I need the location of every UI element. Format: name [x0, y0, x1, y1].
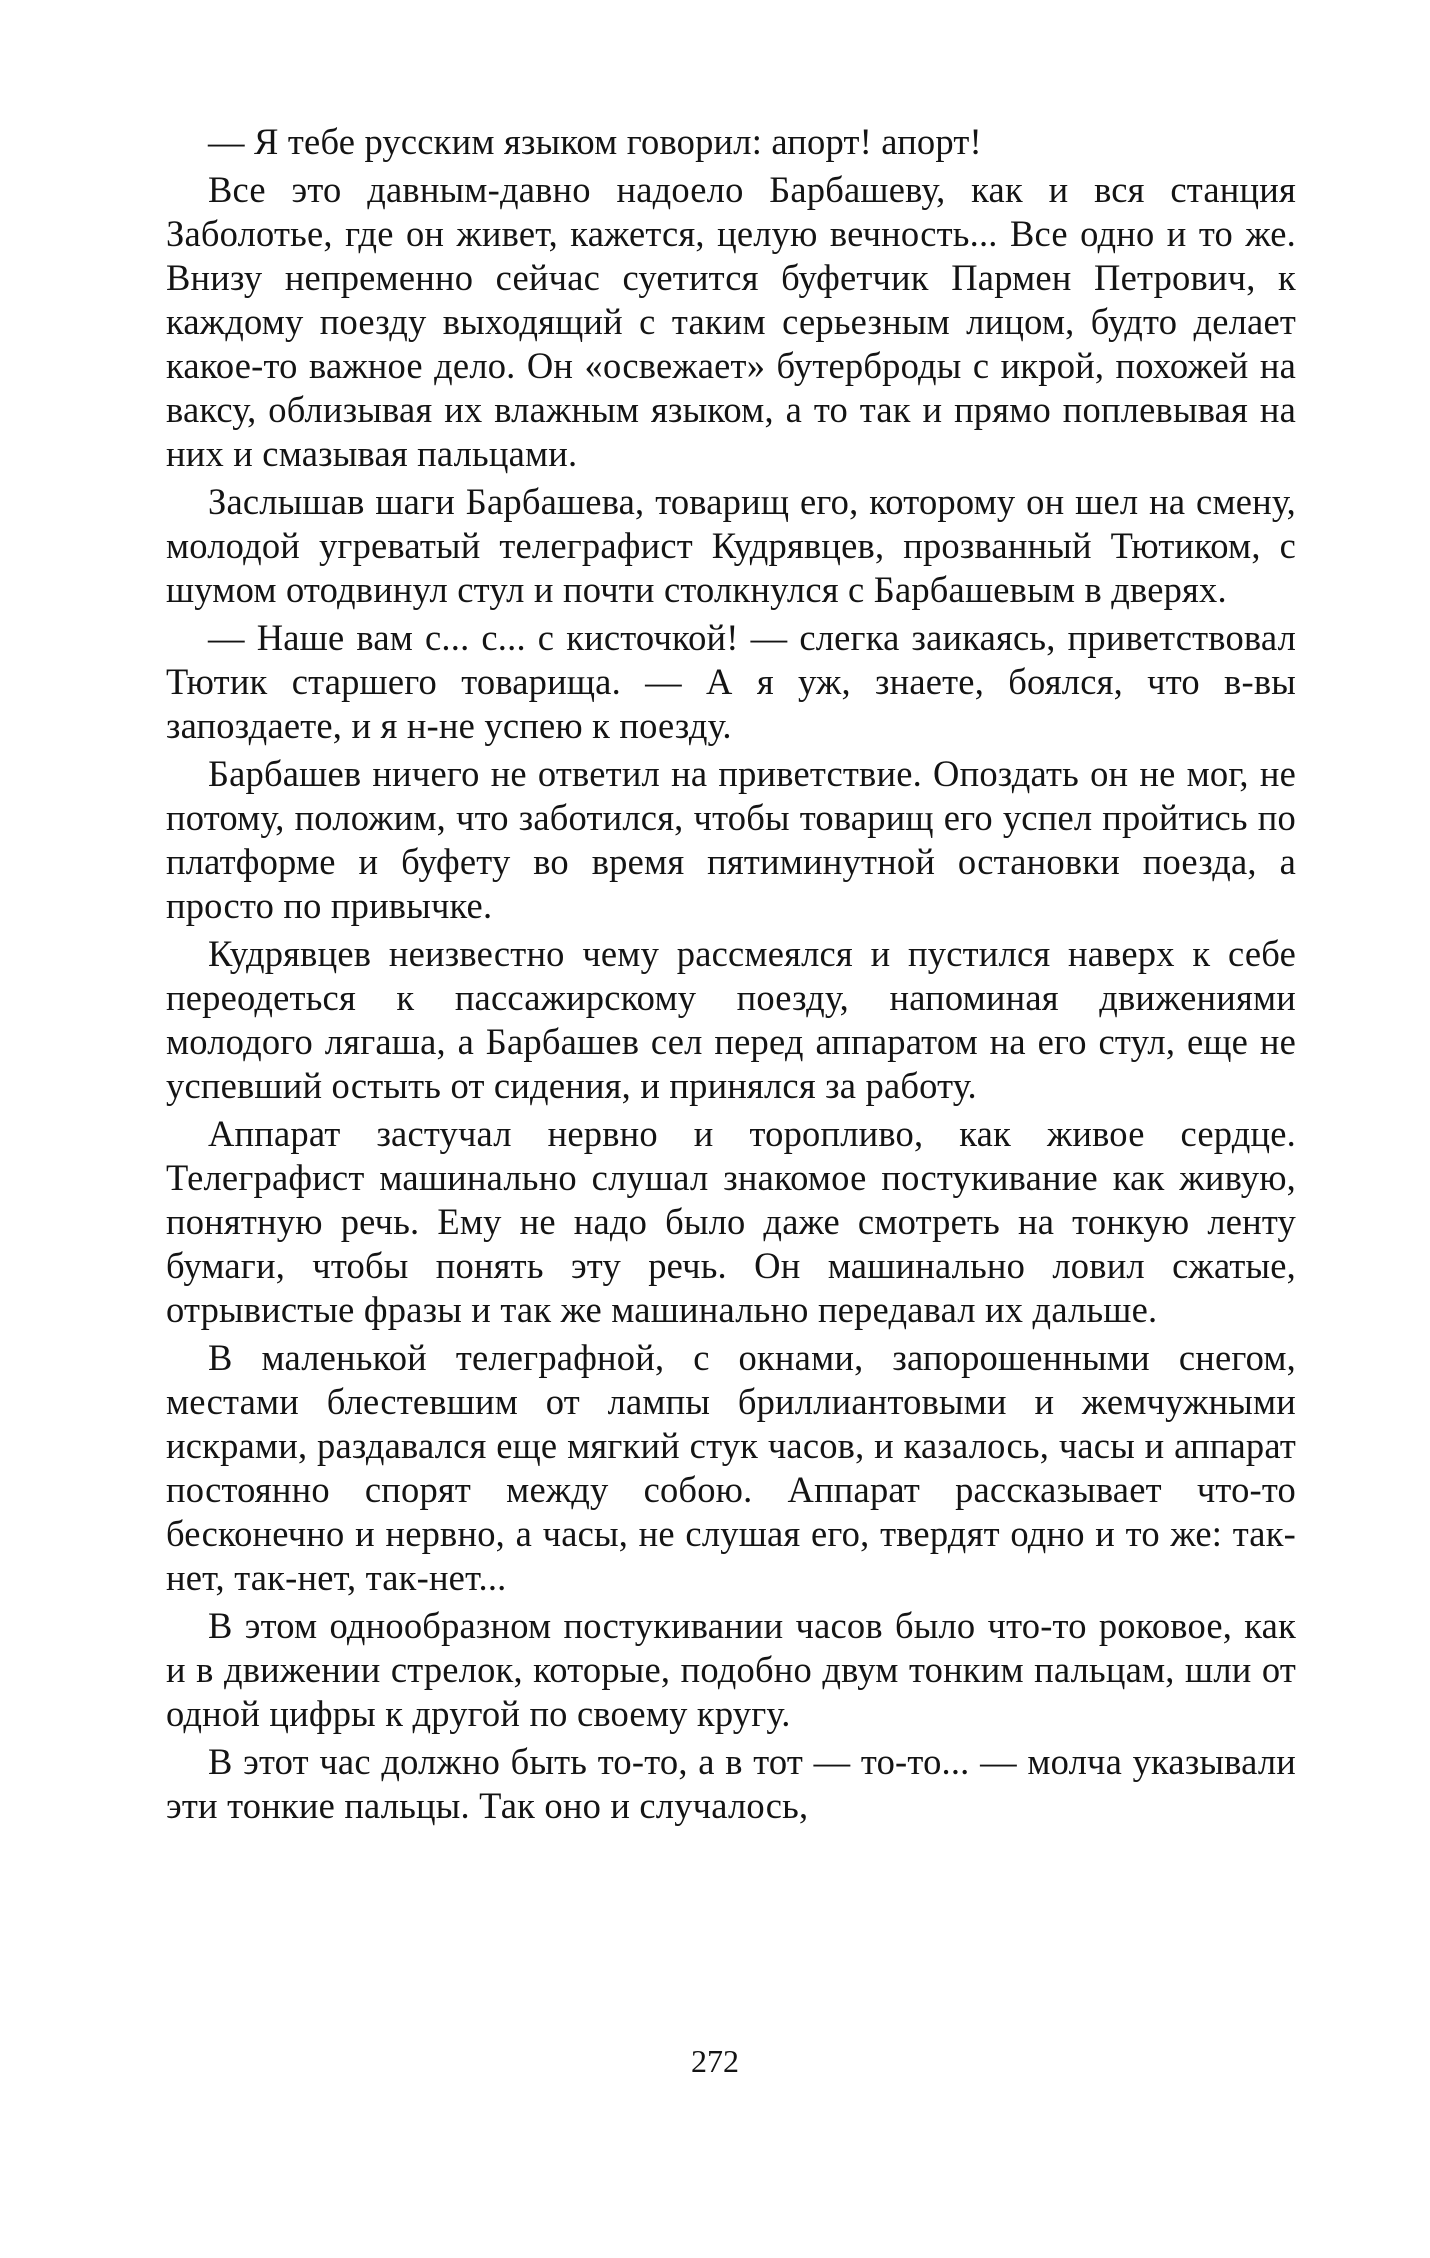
- page-text: [166, 120, 1296, 1832]
- paragraph-9: В этом однообразном постукивании часов было что-то роковое, как и в движении стрелок, которые, подобно двум тонким пальцам, шли от одной цифры к другой по своему кругу.: [166, 1605, 1296, 1734]
- paragraph-6: Кудрявцев неизвестно чему рассмеялся и пустился наверх к себе переодеться к пассажирскому поезду, напоминая движениями молодого лягаша, а Барбашев сел перед аппаратом на его стул, еще не успевший остыть от сидения, и принялся за работу.: [166, 933, 1296, 1106]
- paragraph-4: — Наше вам с... с... с кисточкой! — слегка заикаясь, приветствовал Тютик старшего товарища. — А я уж, знаете, боялся, что в-вы запоздаете, и я н-не успею к поезду.: [166, 617, 1296, 746]
- paragraph-2: Все это давным-давно надоело Барбашеву, как и вся станция Заболотье, где он живет, кажется, целую вечность... Все одно и то же. Внизу непременно сейчас суетится буфетчик Пармен Петрович, к каждому поезду выходящий с таким серьезным лицом, будто делает какое-то важное дело. Он «освежает» бутерброды с икрой, похожей на ваксу, облизывая их влажным языком, а то так и прямо поплевывая на них и смазывая пальцами.: [166, 169, 1296, 474]
- paragraph-8: В маленькой телеграфной, с окнами, запорошенными снегом, местами блестевшим от лампы бриллиантовыми и жемчужными искрами, раздавался еще мягкий стук часов, и казалось, часы и аппарат постоянно спорят между собою. Аппарат рассказывает что-то бесконечно и нервно, а часы, не слушая его, твердят одно и то же: так-нет, так-нет, так-нет...: [166, 1337, 1296, 1598]
- paragraph-1: — Я тебе русским языком говорил: апорт! апорт!: [208, 121, 982, 162]
- paragraph-3: Заслышав шаги Барбашева, товарищ его, которому он шел на смену, молодой угреватый телеграфист Кудрявцев, прозванный Тютиком, с шумом отодвинул стул и почти столкнулся с Барбашевым в дверях.: [166, 481, 1296, 610]
- page-number: 272: [691, 2043, 739, 2079]
- paragraph-10: В этот час должно быть то-то, а в тот — то-то... — молча указывали эти тонкие пальцы. Так оно и случалось,: [166, 1741, 1296, 1826]
- paragraph-7: Аппарат застучал нервно и торопливо, как живое сердце. Телеграфист машинально слушал знакомое постукивание как живую, понятную речь. Ему не надо было даже смотреть на тонкую ленту бумаги, чтобы понять эту речь. Он машинально ловил сжатые, отрывистые фразы и так же машинально передавал их дальше.: [166, 1113, 1296, 1330]
- paragraph-5: Барбашев ничего не ответил на приветствие. Опоздать он не мог, не потому, положим, что заботился, чтобы товарищ его успел пройтись по платформе и буфету во время пятиминутной остановки поезда, а просто по привычке.: [166, 753, 1296, 926]
